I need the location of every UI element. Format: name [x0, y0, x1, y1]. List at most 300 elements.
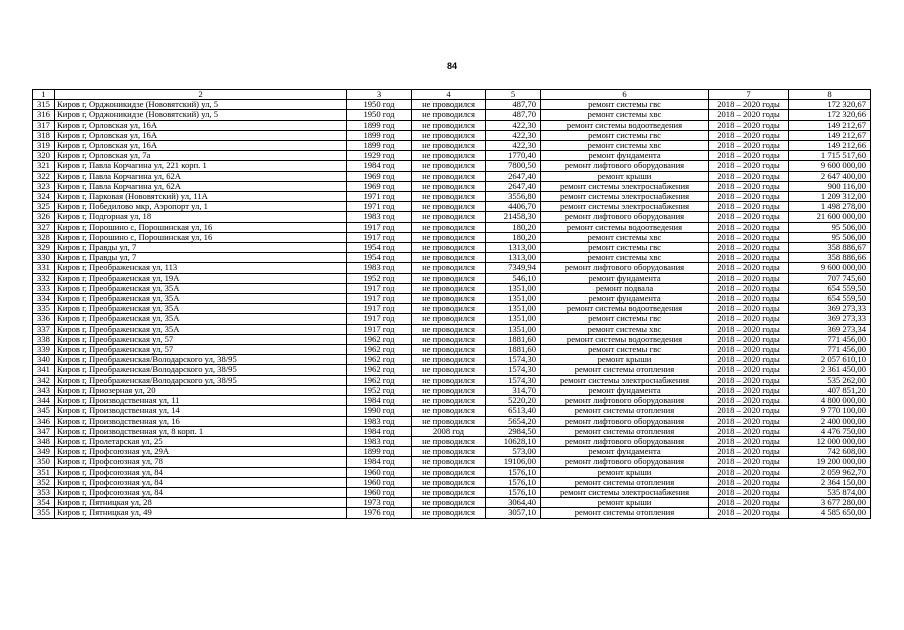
- row-number-cell: 351: [33, 467, 55, 477]
- build-year-cell: 1983 год: [347, 416, 412, 426]
- last-repair-year-cell: не проводился: [412, 212, 486, 222]
- area-cell: 3057,10: [486, 508, 541, 518]
- address-cell: Киров г, Пролетарская ул, 25: [55, 436, 347, 446]
- table-row: [33, 375, 871, 385]
- repair-type-cell: ремонт крыши: [541, 498, 709, 508]
- row-number-cell: 325: [33, 202, 55, 212]
- build-year-cell: 1950 год: [347, 100, 412, 110]
- table-row: [33, 467, 871, 477]
- table-row: [33, 426, 871, 436]
- period-cell: 2018 – 2020 годы: [709, 110, 789, 120]
- row-number-cell: 323: [33, 181, 55, 191]
- last-repair-year-cell: не проводился: [412, 171, 486, 181]
- row-number-cell: 350: [33, 457, 55, 467]
- period-cell: 2018 – 2020 годы: [709, 416, 789, 426]
- last-repair-year-cell: не проводился: [412, 273, 486, 283]
- address-cell: Киров г, Правды ул, 7: [55, 253, 347, 263]
- row-number-cell: 322: [33, 171, 55, 181]
- row-number-cell: 332: [33, 273, 55, 283]
- cost-cell: 369 273,34: [789, 324, 871, 334]
- address-cell: Киров г, Преображенская ул, 35А: [55, 294, 347, 304]
- area-cell: 180,20: [486, 232, 541, 242]
- cost-cell: 2 059 962,70: [789, 467, 871, 477]
- period-cell: 2018 – 2020 годы: [709, 294, 789, 304]
- period-cell: 2018 – 2020 годы: [709, 243, 789, 253]
- address-cell: Киров г, Преображенская ул, 113: [55, 263, 347, 273]
- area-cell: 7349,94: [486, 263, 541, 273]
- period-cell: 2018 – 2020 годы: [709, 447, 789, 457]
- repair-type-cell: ремонт системы водоотведения: [541, 304, 709, 314]
- row-number-cell: 321: [33, 161, 55, 171]
- period-cell: 2018 – 2020 годы: [709, 222, 789, 232]
- row-number-cell: 346: [33, 416, 55, 426]
- area-cell: 19106,00: [486, 457, 541, 467]
- row-number-cell: 326: [33, 212, 55, 222]
- build-year-cell: 1962 год: [347, 365, 412, 375]
- area-cell: 546,10: [486, 273, 541, 283]
- row-number-cell: 329: [33, 243, 55, 253]
- area-cell: 314,70: [486, 385, 541, 395]
- last-repair-year-cell: не проводился: [412, 436, 486, 446]
- area-cell: 21458,30: [486, 212, 541, 222]
- build-year-cell: 1990 год: [347, 406, 412, 416]
- period-cell: 2018 – 2020 годы: [709, 426, 789, 436]
- build-year-cell: 1899 год: [347, 130, 412, 140]
- table-row: [33, 130, 871, 140]
- cost-cell: 2 647 400,00: [789, 171, 871, 181]
- repair-type-cell: ремонт системы отопления: [541, 426, 709, 436]
- area-cell: 422,30: [486, 141, 541, 151]
- build-year-cell: 1929 год: [347, 151, 412, 161]
- row-number-cell: 337: [33, 324, 55, 334]
- period-cell: 2018 – 2020 годы: [709, 355, 789, 365]
- header-cell: 2: [55, 90, 347, 100]
- build-year-cell: 1984 год: [347, 457, 412, 467]
- address-cell: Киров г, Производственная ул, 11: [55, 396, 347, 406]
- repair-type-cell: ремонт системы гвс: [541, 345, 709, 355]
- last-repair-year-cell: не проводился: [412, 416, 486, 426]
- area-cell: 1351,00: [486, 314, 541, 324]
- cost-cell: 149 212,66: [789, 141, 871, 151]
- repair-type-cell: ремонт системы водоотведения: [541, 222, 709, 232]
- area-cell: 1576,10: [486, 467, 541, 477]
- last-repair-year-cell: не проводился: [412, 314, 486, 324]
- repair-type-cell: ремонт фундамента: [541, 447, 709, 457]
- last-repair-year-cell: не проводился: [412, 161, 486, 171]
- area-cell: 1881,60: [486, 345, 541, 355]
- build-year-cell: 1954 год: [347, 253, 412, 263]
- row-number-cell: 341: [33, 365, 55, 375]
- cost-cell: 4 585 650,00: [789, 508, 871, 518]
- cost-cell: 95 506,00: [789, 232, 871, 242]
- header-cell: 4: [412, 90, 486, 100]
- row-number-cell: 320: [33, 151, 55, 161]
- cost-cell: 4 476 750,00: [789, 426, 871, 436]
- address-cell: Киров г, Павла Корчагина ул, 221 корп. 1: [55, 161, 347, 171]
- repair-type-cell: ремонт системы гвс: [541, 314, 709, 324]
- header-cell: 7: [709, 90, 789, 100]
- address-cell: Киров г, Профсоюзная ул, 29А: [55, 447, 347, 457]
- repair-type-cell: ремонт лифтового оборудования: [541, 416, 709, 426]
- address-cell: Киров г, Орджоникидзе (Нововятский) ул, 5: [55, 100, 347, 110]
- address-cell: Киров г, Преображенская/Володарского ул, 38/95: [55, 365, 347, 375]
- cost-cell: 369 273,33: [789, 314, 871, 324]
- address-cell: Киров г, Орловская ул, 16А: [55, 130, 347, 140]
- build-year-cell: 1971 год: [347, 202, 412, 212]
- cost-cell: 654 559,50: [789, 283, 871, 293]
- repair-type-cell: ремонт системы отопления: [541, 508, 709, 518]
- address-cell: Киров г, Преображенская ул, 35А: [55, 314, 347, 324]
- table-row: [33, 314, 871, 324]
- last-repair-year-cell: не проводился: [412, 294, 486, 304]
- cost-cell: 4 800 000,00: [789, 396, 871, 406]
- period-cell: 2018 – 2020 годы: [709, 365, 789, 375]
- table-row: [33, 406, 871, 416]
- area-cell: 1351,00: [486, 294, 541, 304]
- last-repair-year-cell: не проводился: [412, 365, 486, 375]
- repair-type-cell: ремонт системы водоотведения: [541, 334, 709, 344]
- repair-type-cell: ремонт системы хвс: [541, 232, 709, 242]
- cost-cell: 1 209 312,00: [789, 192, 871, 202]
- address-cell: Киров г, Парковая (Нововятский) ул, 11А: [55, 192, 347, 202]
- repair-type-cell: ремонт системы гвс: [541, 243, 709, 253]
- repair-type-cell: ремонт системы электроснабжения: [541, 202, 709, 212]
- repair-schedule-table: [32, 89, 871, 519]
- area-cell: 1313,00: [486, 253, 541, 263]
- table-row: [33, 232, 871, 242]
- area-cell: 487,70: [486, 110, 541, 120]
- period-cell: 2018 – 2020 годы: [709, 273, 789, 283]
- period-cell: 2018 – 2020 годы: [709, 477, 789, 487]
- cost-cell: 2 364 150,00: [789, 477, 871, 487]
- last-repair-year-cell: не проводился: [412, 192, 486, 202]
- area-cell: 1313,00: [486, 243, 541, 253]
- repair-type-cell: ремонт крыши: [541, 355, 709, 365]
- last-repair-year-cell: не проводился: [412, 120, 486, 130]
- area-cell: 3064,40: [486, 498, 541, 508]
- last-repair-year-cell: не проводился: [412, 263, 486, 273]
- row-number-cell: 316: [33, 110, 55, 120]
- cost-cell: 771 456,00: [789, 345, 871, 355]
- build-year-cell: 1983 год: [347, 263, 412, 273]
- address-cell: Киров г, Порошино с, Порошинская ул, 16: [55, 232, 347, 242]
- row-number-cell: 317: [33, 120, 55, 130]
- last-repair-year-cell: не проводился: [412, 355, 486, 365]
- period-cell: 2018 – 2020 годы: [709, 406, 789, 416]
- row-number-cell: 328: [33, 232, 55, 242]
- table-row: [33, 477, 871, 487]
- table-row: [33, 334, 871, 344]
- repair-type-cell: ремонт системы электроснабжения: [541, 487, 709, 497]
- build-year-cell: 1969 год: [347, 181, 412, 191]
- repair-type-cell: ремонт системы отопления: [541, 365, 709, 375]
- row-number-cell: 330: [33, 253, 55, 263]
- cost-cell: 742 608,00: [789, 447, 871, 457]
- row-number-cell: 345: [33, 406, 55, 416]
- period-cell: 2018 – 2020 годы: [709, 487, 789, 497]
- last-repair-year-cell: не проводился: [412, 457, 486, 467]
- table-row: [33, 365, 871, 375]
- build-year-cell: 1969 год: [347, 171, 412, 181]
- area-cell: 573,00: [486, 447, 541, 457]
- table-row: [33, 100, 871, 110]
- last-repair-year-cell: не проводился: [412, 253, 486, 263]
- last-repair-year-cell: не проводился: [412, 232, 486, 242]
- row-number-cell: 353: [33, 487, 55, 497]
- last-repair-year-cell: не проводился: [412, 283, 486, 293]
- table-row: [33, 396, 871, 406]
- cost-cell: 407 851,20: [789, 385, 871, 395]
- row-number-cell: 344: [33, 396, 55, 406]
- area-cell: 10628,10: [486, 436, 541, 446]
- address-cell: Киров г, Преображенская/Володарского ул, 38/95: [55, 355, 347, 365]
- area-cell: 1574,30: [486, 375, 541, 385]
- area-cell: 2647,40: [486, 181, 541, 191]
- period-cell: 2018 – 2020 годы: [709, 171, 789, 181]
- last-repair-year-cell: не проводился: [412, 508, 486, 518]
- period-cell: 2018 – 2020 годы: [709, 212, 789, 222]
- build-year-cell: 1917 год: [347, 222, 412, 232]
- row-number-cell: 348: [33, 436, 55, 446]
- address-cell: Киров г, Преображенская ул, 57: [55, 345, 347, 355]
- repair-type-cell: ремонт лифтового оборудования: [541, 396, 709, 406]
- table-row: [33, 202, 871, 212]
- last-repair-year-cell: не проводился: [412, 202, 486, 212]
- area-cell: 1881,60: [486, 334, 541, 344]
- cost-cell: 149 212,67: [789, 130, 871, 140]
- last-repair-year-cell: не проводился: [412, 181, 486, 191]
- repair-type-cell: ремонт крыши: [541, 467, 709, 477]
- address-cell: Киров г, Профсоюзная ул, 84: [55, 477, 347, 487]
- repair-type-cell: ремонт крыши: [541, 171, 709, 181]
- table-row: [33, 263, 871, 273]
- build-year-cell: 1983 год: [347, 212, 412, 222]
- row-number-cell: 338: [33, 334, 55, 344]
- row-number-cell: 318: [33, 130, 55, 140]
- period-cell: 2018 – 2020 годы: [709, 141, 789, 151]
- cost-cell: 707 745,60: [789, 273, 871, 283]
- period-cell: 2018 – 2020 годы: [709, 120, 789, 130]
- period-cell: 2018 – 2020 годы: [709, 436, 789, 446]
- cost-cell: 358 886,67: [789, 243, 871, 253]
- area-cell: 5654,20: [486, 416, 541, 426]
- build-year-cell: 1952 год: [347, 385, 412, 395]
- cost-cell: 9 770 100,00: [789, 406, 871, 416]
- cost-cell: 19 200 000,00: [789, 457, 871, 467]
- area-cell: 180,20: [486, 222, 541, 232]
- last-repair-year-cell: не проводился: [412, 304, 486, 314]
- table-row: [33, 283, 871, 293]
- repair-type-cell: ремонт фундамента: [541, 273, 709, 283]
- address-cell: Киров г, Профсоюзная ул, 78: [55, 457, 347, 467]
- address-cell: Киров г, Приозерная ул, 20: [55, 385, 347, 395]
- row-number-cell: 315: [33, 100, 55, 110]
- table-row: [33, 508, 871, 518]
- repair-type-cell: ремонт системы гвс: [541, 130, 709, 140]
- address-cell: Киров г, Производственная ул, 16: [55, 416, 347, 426]
- table-row: [33, 151, 871, 161]
- cost-cell: 12 000 000,00: [789, 436, 871, 446]
- table-row: [33, 141, 871, 151]
- table-row: [33, 181, 871, 191]
- repair-type-cell: ремонт системы отопления: [541, 406, 709, 416]
- table-row: [33, 273, 871, 283]
- table-row: [33, 498, 871, 508]
- cost-cell: 172 320,67: [789, 100, 871, 110]
- period-cell: 2018 – 2020 годы: [709, 283, 789, 293]
- period-cell: 2018 – 2020 годы: [709, 396, 789, 406]
- address-cell: Киров г, Пятницкая ул, 49: [55, 508, 347, 518]
- last-repair-year-cell: не проводился: [412, 130, 486, 140]
- cost-cell: 21 600 000,00: [789, 212, 871, 222]
- period-cell: 2018 – 2020 годы: [709, 181, 789, 191]
- table-row: [33, 304, 871, 314]
- last-repair-year-cell: не проводился: [412, 375, 486, 385]
- row-number-cell: 336: [33, 314, 55, 324]
- cost-cell: 369 273,33: [789, 304, 871, 314]
- table-row: [33, 487, 871, 497]
- address-cell: Киров г, Порошино с, Порошинская ул, 16: [55, 222, 347, 232]
- row-number-cell: 349: [33, 447, 55, 457]
- area-cell: 1576,10: [486, 477, 541, 487]
- address-cell: Киров г, Правды ул, 7: [55, 243, 347, 253]
- build-year-cell: 1976 год: [347, 508, 412, 518]
- row-number-cell: 331: [33, 263, 55, 273]
- last-repair-year-cell: не проводился: [412, 447, 486, 457]
- period-cell: 2018 – 2020 годы: [709, 334, 789, 344]
- header-cell: 6: [541, 90, 709, 100]
- row-number-cell: 347: [33, 426, 55, 436]
- build-year-cell: 1950 год: [347, 110, 412, 120]
- build-year-cell: 1962 год: [347, 375, 412, 385]
- table-row: [33, 243, 871, 253]
- address-cell: Киров г, Павла Корчагина ул, 62А: [55, 171, 347, 181]
- table-row: [33, 253, 871, 263]
- last-repair-year-cell: не проводился: [412, 324, 486, 334]
- repair-type-cell: ремонт системы водоотведения: [541, 120, 709, 130]
- build-year-cell: 1960 год: [347, 467, 412, 477]
- row-number-cell: 327: [33, 222, 55, 232]
- period-cell: 2018 – 2020 годы: [709, 151, 789, 161]
- table-header-row: [33, 90, 871, 100]
- header-cell: 8: [789, 90, 871, 100]
- table-row: [33, 222, 871, 232]
- cost-cell: 771 456,00: [789, 334, 871, 344]
- header-cell: 1: [33, 90, 55, 100]
- build-year-cell: 1984 год: [347, 161, 412, 171]
- area-cell: 1351,00: [486, 304, 541, 314]
- address-cell: Киров г, Профсоюзная ул, 84: [55, 467, 347, 477]
- last-repair-year-cell: не проводился: [412, 110, 486, 120]
- last-repair-year-cell: не проводился: [412, 100, 486, 110]
- area-cell: 1574,30: [486, 355, 541, 365]
- table-row: [33, 436, 871, 446]
- address-cell: Киров г, Преображенская ул, 19А: [55, 273, 347, 283]
- repair-type-cell: ремонт системы хвс: [541, 324, 709, 334]
- period-cell: 2018 – 2020 годы: [709, 375, 789, 385]
- table-row: [33, 110, 871, 120]
- period-cell: 2018 – 2020 годы: [709, 498, 789, 508]
- row-number-cell: 355: [33, 508, 55, 518]
- address-cell: Киров г, Производственная ул, 8 корп. 1: [55, 426, 347, 436]
- repair-type-cell: ремонт системы отопления: [541, 477, 709, 487]
- area-cell: 1351,00: [486, 283, 541, 293]
- row-number-cell: 334: [33, 294, 55, 304]
- last-repair-year-cell: не проводился: [412, 243, 486, 253]
- address-cell: Киров г, Победилово мкр, Аэропорт ул, 1: [55, 202, 347, 212]
- table-row: [33, 192, 871, 202]
- last-repair-year-cell: не проводился: [412, 498, 486, 508]
- cost-cell: 3 677 280,00: [789, 498, 871, 508]
- address-cell: Киров г, Павла Корчагина ул, 62А: [55, 181, 347, 191]
- build-year-cell: 1917 год: [347, 232, 412, 242]
- repair-type-cell: ремонт фундамента: [541, 385, 709, 395]
- period-cell: 2018 – 2020 годы: [709, 161, 789, 171]
- build-year-cell: 1971 год: [347, 192, 412, 202]
- period-cell: 2018 – 2020 годы: [709, 457, 789, 467]
- row-number-cell: 342: [33, 375, 55, 385]
- repair-type-cell: ремонт системы электроснабжения: [541, 375, 709, 385]
- row-number-cell: 333: [33, 283, 55, 293]
- table-row: [33, 120, 871, 130]
- row-number-cell: 343: [33, 385, 55, 395]
- repair-type-cell: ремонт лифтового оборудования: [541, 436, 709, 446]
- build-year-cell: 1917 год: [347, 294, 412, 304]
- cost-cell: 9 600 000,00: [789, 161, 871, 171]
- repair-type-cell: ремонт системы хвс: [541, 110, 709, 120]
- address-cell: Киров г, Профсоюзная ул, 84: [55, 487, 347, 497]
- build-year-cell: 1899 год: [347, 447, 412, 457]
- address-cell: Киров г, Орловская ул, 16А: [55, 120, 347, 130]
- page-number: 84: [446, 61, 457, 71]
- row-number-cell: 340: [33, 355, 55, 365]
- period-cell: 2018 – 2020 годы: [709, 253, 789, 263]
- table-row: [33, 161, 871, 171]
- last-repair-year-cell: не проводился: [412, 334, 486, 344]
- last-repair-year-cell: 2008 год: [412, 426, 486, 436]
- period-cell: 2018 – 2020 годы: [709, 324, 789, 334]
- build-year-cell: 1917 год: [347, 314, 412, 324]
- repair-type-cell: ремонт лифтового оборудования: [541, 212, 709, 222]
- area-cell: 4406,70: [486, 202, 541, 212]
- address-cell: Киров г, Пятницкая ул, 28: [55, 498, 347, 508]
- area-cell: 1574,30: [486, 365, 541, 375]
- period-cell: 2018 – 2020 годы: [709, 130, 789, 140]
- build-year-cell: 1952 год: [347, 273, 412, 283]
- cost-cell: 1 715 517,60: [789, 151, 871, 161]
- build-year-cell: 1917 год: [347, 304, 412, 314]
- row-number-cell: 352: [33, 477, 55, 487]
- cost-cell: 535 874,00: [789, 487, 871, 497]
- table-row: [33, 345, 871, 355]
- row-number-cell: 319: [33, 141, 55, 151]
- row-number-cell: 335: [33, 304, 55, 314]
- build-year-cell: 1962 год: [347, 355, 412, 365]
- repair-type-cell: ремонт лифтового оборудования: [541, 457, 709, 467]
- build-year-cell: 1973 год: [347, 498, 412, 508]
- area-cell: 7800,50: [486, 161, 541, 171]
- build-year-cell: 1983 год: [347, 436, 412, 446]
- address-cell: Киров г, Преображенская ул, 35А: [55, 324, 347, 334]
- repair-type-cell: ремонт подвала: [541, 283, 709, 293]
- cost-cell: 149 212,67: [789, 120, 871, 130]
- period-cell: 2018 – 2020 годы: [709, 232, 789, 242]
- area-cell: 422,30: [486, 120, 541, 130]
- last-repair-year-cell: не проводился: [412, 477, 486, 487]
- repair-type-cell: ремонт системы электроснабжения: [541, 181, 709, 191]
- address-cell: Киров г, Преображенская/Володарского ул, 38/95: [55, 375, 347, 385]
- table-row: [33, 416, 871, 426]
